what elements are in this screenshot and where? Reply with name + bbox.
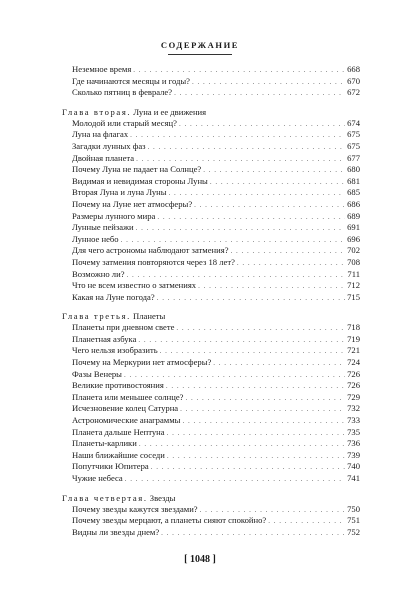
toc-entry — [62, 176, 360, 188]
toc-entry-page: 712 — [347, 280, 360, 291]
toc-entry — [62, 164, 360, 176]
dot-leader — [174, 88, 345, 100]
toc-entry-title: Почему на Меркурии нет атмосферы? — [72, 357, 212, 368]
dot-leader — [136, 223, 346, 235]
toc-entry — [62, 141, 360, 153]
toc-entry-title: Какая на Луне погода? — [72, 291, 155, 302]
toc-entry-title: Фазы Венеры — [72, 368, 122, 379]
toc-entry-page: 733 — [347, 415, 360, 426]
dot-leader — [268, 516, 345, 528]
toc-entry-page: 752 — [347, 526, 360, 537]
dot-leader — [185, 393, 345, 405]
dot-leader — [180, 404, 345, 416]
toc-entry-page: 708 — [347, 256, 360, 267]
toc-entry — [62, 280, 360, 292]
dot-leader — [192, 77, 345, 89]
toc-entry-title: Попутчики Юпитера — [72, 461, 149, 472]
toc-entry — [62, 153, 360, 165]
toc-entry-page: 724 — [347, 357, 360, 368]
toc-entry-title: Почему затмения повторяются через 18 лет? — [72, 256, 235, 267]
chapter-label: Глава вторая. — [62, 106, 132, 117]
toc-entry-page: 729 — [347, 391, 360, 402]
toc-entry — [62, 64, 360, 76]
toc-entry-page: 696 — [347, 233, 360, 244]
toc-entry-title: Почему звезды мерцают, а планеты сияют спокойно? — [72, 515, 267, 526]
toc-entry — [62, 245, 360, 257]
toc-entry-page: 674 — [347, 117, 360, 128]
toc-entry — [62, 292, 360, 304]
chapter-label: Глава третья. — [62, 311, 131, 322]
toc-entry — [62, 392, 360, 404]
dot-leader — [139, 439, 345, 451]
toc-entry — [62, 450, 360, 462]
toc-entry-page: 691 — [347, 222, 360, 233]
toc-entry-page: 721 — [347, 345, 360, 356]
toc-entry-page: 680 — [347, 164, 360, 175]
toc-entry — [62, 357, 360, 369]
toc-entry — [62, 322, 360, 334]
toc-entry-page: 685 — [347, 187, 360, 198]
toc-entry-title: Почему звезды кажутся звездами? — [72, 503, 198, 514]
header-title: СОДЕРЖАНИЕ — [160, 40, 240, 50]
chapter-heading — [62, 106, 360, 118]
dot-leader — [169, 188, 346, 200]
toc-entry-page: 750 — [347, 503, 360, 514]
dot-leader — [157, 293, 345, 305]
chapter-name: Планеты — [133, 311, 166, 322]
toc-entry-page: 719 — [347, 333, 360, 344]
toc-entry — [62, 257, 360, 269]
toc-entry-title: Где начинаются месяцы и годы? — [72, 75, 190, 86]
toc-entry-page: 670 — [347, 75, 360, 86]
chapter-heading — [62, 492, 360, 504]
toc-entry-title: Неземное время — [72, 64, 132, 74]
toc-entry-title: Возможно ли? — [72, 268, 125, 279]
toc-entry-title: Планеты при дневном свете — [72, 322, 175, 333]
dot-leader — [167, 428, 346, 440]
toc-entry-title: Молодой или старый месяц? — [72, 117, 177, 128]
toc-entry-page: 686 — [347, 198, 360, 209]
toc-entry-title: Вторая Луна и луна Луны — [72, 187, 167, 198]
toc-entry-page: 675 — [347, 129, 360, 140]
toc-entry-title: Почему на Луне нет атмосферы? — [72, 198, 193, 209]
dot-leader — [167, 451, 345, 463]
running-header — [0, 40, 400, 55]
toc-entry — [62, 415, 360, 427]
toc-entry — [62, 87, 360, 99]
header-rule — [168, 54, 232, 55]
toc-entry-title: Видны ли звезды днем? — [72, 526, 160, 537]
toc-entry-title: Почему Луна не падает на Солнце? — [72, 164, 202, 175]
toc-entry — [62, 199, 360, 211]
toc-entry-title: Исчезновение колец Сатурна — [72, 403, 179, 414]
dot-leader — [148, 142, 346, 154]
toc-entry — [62, 427, 360, 439]
dot-leader — [210, 177, 345, 189]
dot-leader — [194, 200, 345, 212]
toc-entry-title: Лунное небо — [72, 233, 119, 244]
chapter-name: Луна и ее движения — [133, 106, 207, 117]
dot-leader — [157, 212, 345, 224]
toc-entry-page: 732 — [347, 403, 360, 414]
toc-entry-page: 689 — [347, 210, 360, 221]
chapter-heading — [62, 310, 360, 322]
toc-entry — [62, 222, 360, 234]
toc-entry-page: 715 — [347, 291, 360, 302]
toc-entry-page: 711 — [347, 268, 360, 279]
toc-entry-page: 668 — [347, 64, 360, 74]
page-number: [ 1048 ] — [184, 554, 216, 565]
toc-entry-page: 702 — [347, 245, 360, 256]
toc-entry-page: 726 — [347, 368, 360, 379]
toc-entry — [62, 76, 360, 88]
toc-entry — [62, 515, 360, 527]
dot-leader — [182, 416, 345, 428]
toc-entry-title: Сколько пятниц в феврале? — [72, 87, 173, 98]
toc-entry-title: Планетная азбука — [72, 333, 137, 344]
toc-entry — [62, 438, 360, 450]
toc-entry-page: 741 — [347, 473, 360, 483]
toc-entry-title: Чего нельзя изобразить — [72, 345, 158, 356]
toc-entry-page: 672 — [347, 87, 360, 98]
toc-entry-title: Планета или меньшее солнце? — [72, 391, 184, 402]
dot-leader — [203, 165, 345, 177]
toc-entry — [62, 461, 360, 473]
toc-entry-title: Для чего астрономы наблюдают затмения? — [72, 245, 229, 256]
dot-leader — [151, 462, 345, 474]
toc-entry-page: 751 — [347, 515, 360, 526]
dot-leader — [138, 335, 345, 347]
toc-entry-page: 718 — [347, 322, 360, 333]
toc-entry — [62, 369, 360, 381]
toc-entry — [62, 345, 360, 357]
toc-entry-title: Двойная планета — [72, 152, 135, 163]
toc-entry-title: Размеры лунного мира — [72, 210, 156, 221]
toc-entry — [62, 527, 360, 539]
dot-leader — [130, 130, 345, 142]
chapter-name: Звезды — [149, 492, 176, 503]
toc-entry-title: Планеты-карлики — [72, 438, 137, 449]
toc-entry — [62, 211, 360, 223]
dot-leader — [179, 119, 345, 131]
table-of-contents — [62, 64, 360, 538]
toc-entry — [62, 187, 360, 199]
chapter-label: Глава четвертая. — [62, 492, 148, 503]
toc-entry-page: 736 — [347, 438, 360, 449]
dot-leader — [198, 281, 345, 293]
toc-entry-page: 726 — [347, 380, 360, 391]
toc-entry-title: Наши ближайшие соседи — [72, 449, 165, 460]
toc-entry-page: 739 — [347, 449, 360, 460]
toc-entry-title: Астрономические анаграммы — [72, 415, 181, 426]
toc-entry-title: Чужие небеса — [72, 473, 123, 483]
toc-entry-page: 740 — [347, 461, 360, 472]
toc-entry-title: Видимая и невидимая стороны Луны — [72, 175, 208, 186]
dot-leader — [161, 528, 345, 540]
toc-entry — [62, 129, 360, 141]
dot-leader — [231, 246, 346, 258]
toc-entry-title: Загадки лунных фаз — [72, 140, 146, 151]
toc-entry-title: Луна на флагах — [72, 129, 129, 140]
toc-entry-page: 681 — [347, 175, 360, 186]
toc-entry-title: Великие противостояния — [72, 380, 164, 391]
toc-entry-page: 677 — [347, 152, 360, 163]
dot-leader — [176, 323, 345, 335]
dot-leader — [166, 381, 345, 393]
toc-entry — [62, 504, 360, 516]
toc-entry — [62, 403, 360, 415]
toc-entry — [62, 473, 360, 485]
toc-entry-page: 675 — [347, 140, 360, 151]
toc-entry — [62, 380, 360, 392]
dot-leader — [237, 258, 345, 270]
toc-entry — [62, 334, 360, 346]
toc-entry-title: Планета дальше Нептуна — [72, 426, 165, 437]
toc-entry-title: Лунные пейзажи — [72, 222, 134, 233]
toc-entry — [62, 118, 360, 130]
toc-entry-page: 735 — [347, 426, 360, 437]
dot-leader — [125, 474, 345, 486]
toc-entry — [62, 234, 360, 246]
toc-entry-title: Что не всем известно о затмениях — [72, 280, 197, 291]
toc-entry — [62, 269, 360, 281]
dot-leader — [213, 358, 345, 370]
